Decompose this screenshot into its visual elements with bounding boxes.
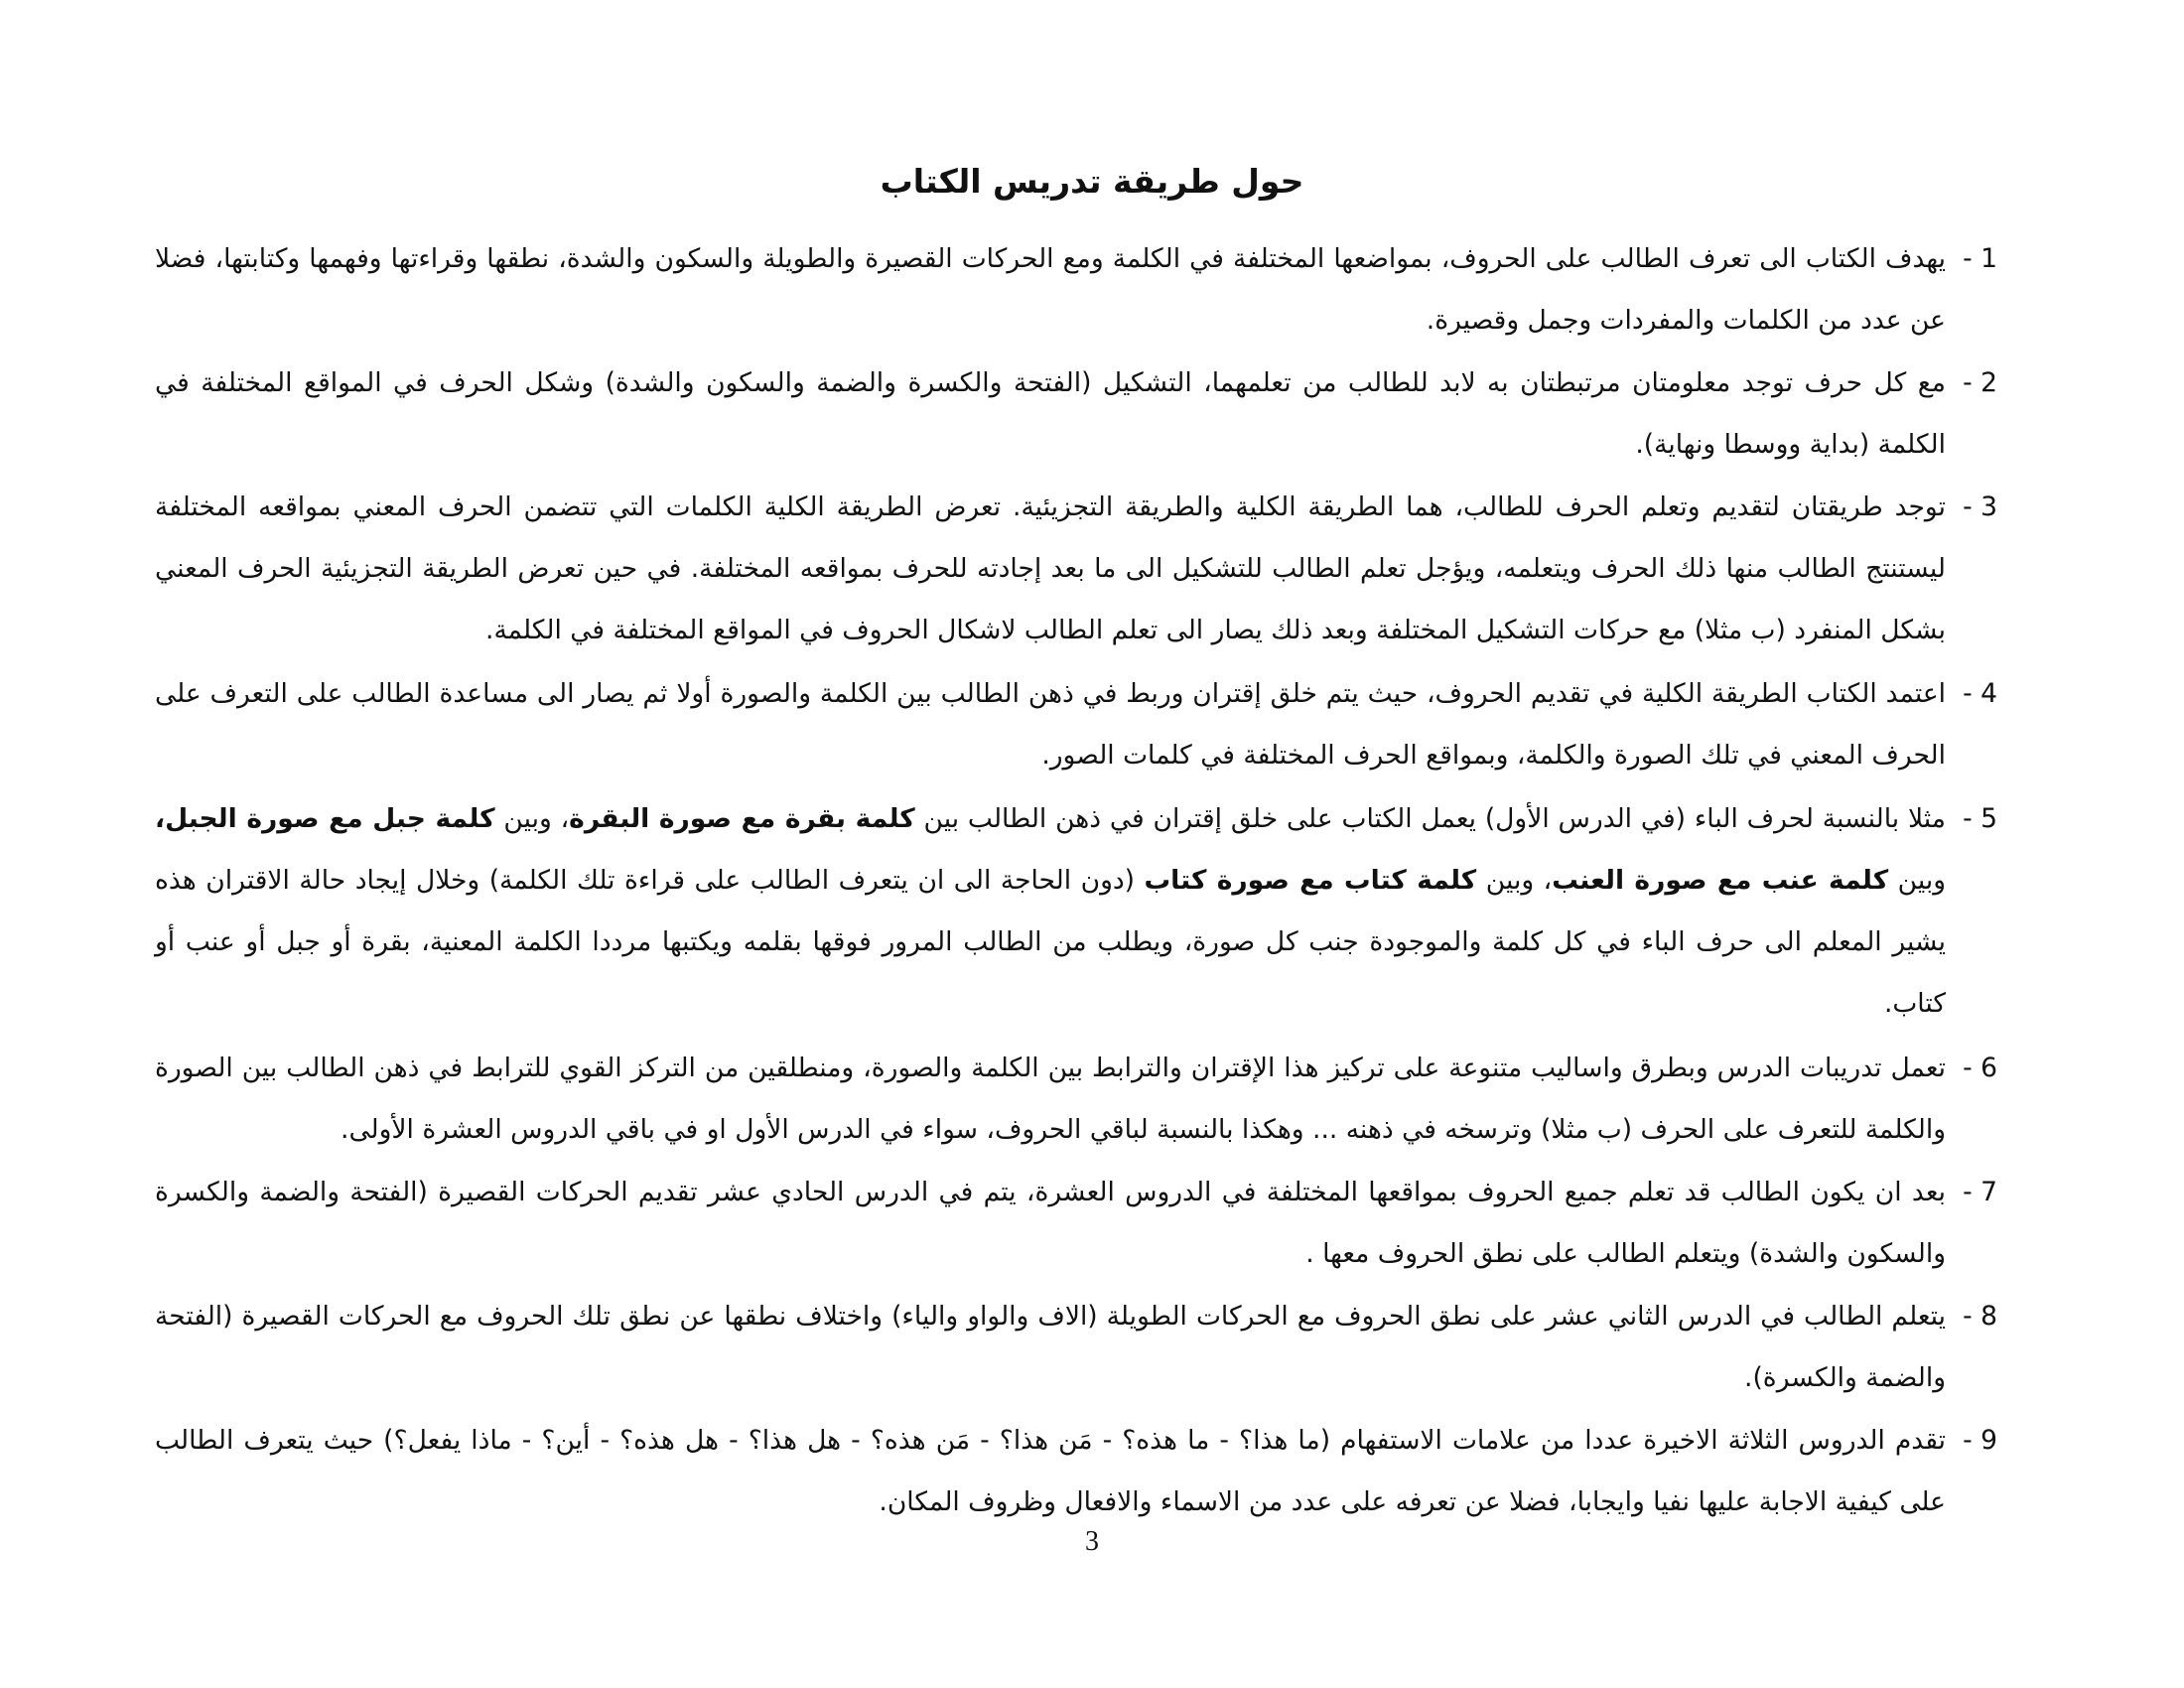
item-number: 6 - xyxy=(1963,1053,1997,1083)
text-segment: اعتمد الكتاب الطريقة الكلية في تقديم الحروف، حيث يتم خلق إقتران وربط في ذهن الطالب بين الكلمة والصورة أولا ثم يصار الى مساعدة الطالب على التعرف على الحرف المعني في تلك الصورة والكلمة، وبمواقع الحرف المختلفة في كلمات الصور. xyxy=(155,678,1946,771)
item-number: 4 - xyxy=(1963,678,1997,709)
item-text xyxy=(155,1286,1946,1409)
list-item xyxy=(155,1410,1997,1533)
bold-phrase: كلمة عنب مع صورة العنب xyxy=(1552,865,1889,896)
text-segment: بعد ان يكون الطالب قد تعلم جميع الحروف بمواقعها المختلفة في الدروس العشرة، يتم في الدرس الحادي عشر تقديم الحركات القصيرة (الفتحة والضمة والكسرة والسكون والشدة) ويتعلم الطالب على نطق الحروف معها . xyxy=(155,1177,1946,1269)
list-item xyxy=(155,788,1997,1035)
item-number: 3 - xyxy=(1963,492,1997,522)
bold-phrase: كلمة بقرة مع صورة البقرة xyxy=(569,803,915,834)
list-item xyxy=(155,1286,1997,1409)
item-text xyxy=(155,1410,1946,1533)
bold-phrase: كلمة جبل مع صورة الجبل، xyxy=(155,803,495,834)
text-segment: ، وبين xyxy=(494,803,570,834)
list-item xyxy=(155,663,1997,786)
list-item xyxy=(155,228,1997,352)
text-segment: وبين xyxy=(1888,865,1947,896)
list-item xyxy=(155,1162,1997,1285)
bold-phrase: كلمة كتاب مع صورة كتاب xyxy=(1144,865,1477,896)
item-text xyxy=(155,228,1946,352)
item-number: 9 - xyxy=(1963,1425,1997,1456)
item-number: 7 - xyxy=(1963,1177,1997,1207)
item-number: 8 - xyxy=(1963,1301,1997,1332)
item-text xyxy=(155,663,1946,786)
item-text xyxy=(155,1162,1946,1285)
page-title: حول طريقة تدريس الكتاب xyxy=(880,162,1304,201)
item-text xyxy=(155,788,1946,1035)
text-segment: تقدم الدروس الثلاثة الاخيرة عددا من علامات الاستفهام (ما هذا؟ - ما هذه؟ - مَن هذا؟ - مَن هذه؟ - هل هذا؟ - هل هذه؟ - أين؟ - ماذا يفعل؟) حيث يتعرف الطالب على كيفية الاجابة عليها نفيا وايجابا، فضلا عن تعرفه على عدد من الاسماء والافعال وظروف المكان. xyxy=(155,1425,1946,1517)
text-segment: (دون الحاجة الى ان يتعرف الطالب على قراءة تلك الكلمة) وخلال إيجاد حالة الاقتران هذه يشير المعلم الى حرف الباء في كل كلمة والموجودة جنب كل صورة، ويطلب من الطالب المرور فوقها بقلمه ويكتبها مرددا الكلمة المعنية، بقرة أو جبل أو عنب أو كتاب. xyxy=(155,865,1946,1019)
item-number: 1 - xyxy=(1963,243,1997,274)
item-text xyxy=(155,352,1946,476)
item-number: 5 - xyxy=(1963,803,1997,834)
item-text xyxy=(155,1038,1946,1161)
text-segment: يتعلم الطالب في الدرس الثاني عشر على نطق الحروف مع الحركات الطويلة (الاف والواو والياء) واختلاف نطقها عن نطق تلك الحروف مع الحركات القصيرة (الفتحة والضمة والكسرة). xyxy=(155,1301,1946,1393)
text-segment: مع كل حرف توجد معلومتان مرتبطتان به لابد للطالب من تعلمهما، التشكيل (الفتحة والكسرة والضمة والسكون والشدة) وشكل الحرف في المواقع المختلفة في الكلمة (بداية ووسطا ونهاية). xyxy=(155,367,1946,460)
page-number: 3 xyxy=(1085,1526,1099,1557)
list-item xyxy=(155,477,1997,661)
item-number: 2 - xyxy=(1963,367,1997,398)
item-text xyxy=(155,477,1946,661)
text-segment: يهدف الكتاب الى تعرف الطالب على الحروف، بمواضعها المختلفة في الكلمة ومع الحركات القصيرة والطويلة والسكون والشدة، نطقها وقراءتها وفهمها وكتابتها، فضلا عن عدد من الكلمات والمفردات وجمل وقصيرة. xyxy=(155,243,1946,336)
list-item xyxy=(155,1038,1997,1161)
text-segment: تعمل تدريبات الدرس وبطرق واساليب متنوعة على تركيز هذا الإقتران والترابط بين الكلمة والصورة، ومنطلقين من التركز القوي للترابط في ذهن الطالب بين الصورة والكلمة للتعرف على الحرف (ب مثلا) وترسخه في ذهنه ... وهكذا بالنسبة لباقي الحروف، سواء في الدرس الأول او في باقي الدروس العشرة الأولى. xyxy=(155,1053,1946,1145)
text-segment: مثلا بالنسبة لحرف الباء (في الدرس الأول) يعمل الكتاب على خلق إقتران في ذهن الطالب بين xyxy=(914,803,1947,834)
text-segment: توجد طريقتان لتقديم وتعلم الحرف للطالب، هما الطريقة الكلية والطريقة التجزيئية. تعرض الطريقة الكلية الكلمات التي تتضمن الحرف المعني بمواقعه المختلفة ليستنتج الطالب منها ذلك الحرف ويتعلمه، ويؤجل تعلم الطالب للتشكيل الى ما بعد إجادته للحرف بمواقعه المختلفة. في حين تعرض الطريقة التجزيئية الحرف المعني بشكل المنفرد (ب مثلا) مع حركات التشكيل المختلفة وبعد ذلك يصار الى تعلم الطالب لاشكال الحروف في المواقع المختلفة في الكلمة. xyxy=(155,492,1946,645)
list-item xyxy=(155,352,1997,476)
text-segment: ، وبين xyxy=(1476,865,1553,896)
